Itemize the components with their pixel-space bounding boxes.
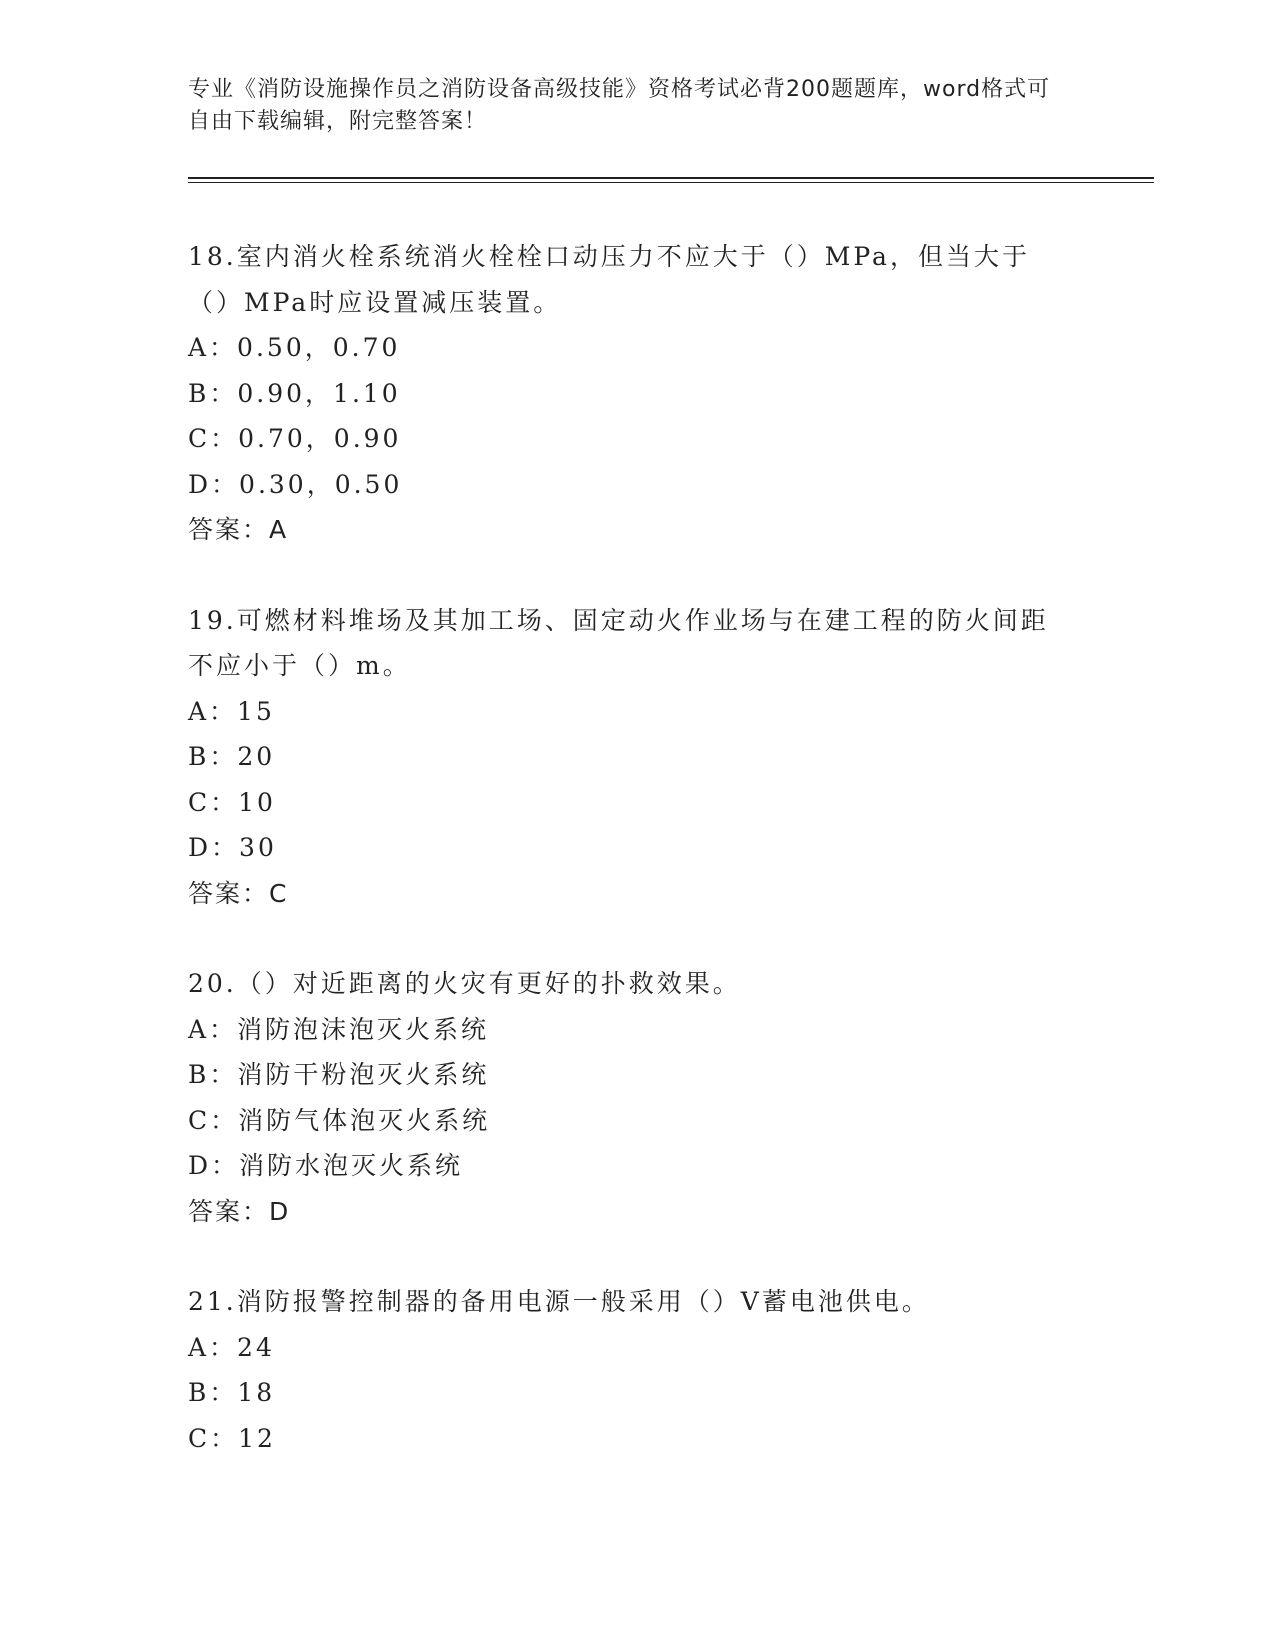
answer-line: 答案：A [188,515,289,544]
option-a: A：24 [188,1332,275,1362]
option-c: C：0.70，0.90 [188,424,402,453]
question-stem: 18.室内消火栓系统消火栓栓口动压力不应大于（）MPa，但当大于（）MPa时应设置减压装置。 [188,242,1030,317]
option-d: D：消防水泡灭火系统 [188,1151,464,1180]
question-20 [188,961,1088,1234]
question-19 [188,598,1088,917]
question-stem: 21.消防报警控制器的备用电源一般采用（）V蓄电池供电。 [188,1287,930,1316]
header-divider-thick [188,177,1154,179]
option-a: A：15 [188,696,275,726]
option-a: A：消防泡沫泡灭火系统 [188,1014,490,1044]
document-header [188,74,1068,138]
option-d: D：30 [188,833,277,862]
answer-line: 答案：C [188,878,289,908]
option-d: D：0.30，0.50 [188,469,403,499]
answer-line: 答案：D [188,1196,291,1226]
document-title: 专业《消防设施操作员之消防设备高级技能》资格考试必背200题题库，word格式可自由下载编辑，附完整答案！ [188,77,1051,134]
option-c: C：消防气体泡灭火系统 [188,1105,491,1135]
option-b: B：18 [188,1378,276,1407]
option-b: B：20 [188,742,276,771]
option-c: C：12 [188,1423,276,1453]
question-21 [188,1279,1088,1461]
question-stem: 20.（）对近距离的火灾有更好的扑救效果。 [188,969,741,998]
question-18 [188,234,1088,553]
option-b: B：0.90，1.10 [188,378,401,408]
option-a: A：0.50，0.70 [188,333,401,362]
option-b: B：消防干粉泡灭火系统 [188,1060,490,1089]
header-divider-thin [188,182,1154,183]
option-c: C：10 [188,787,276,817]
question-stem: 19.可燃材料堆场及其加工场、固定动火作业场与在建工程的防火间距不应小于（）m。 [188,605,1049,680]
question-list [188,234,1088,1506]
